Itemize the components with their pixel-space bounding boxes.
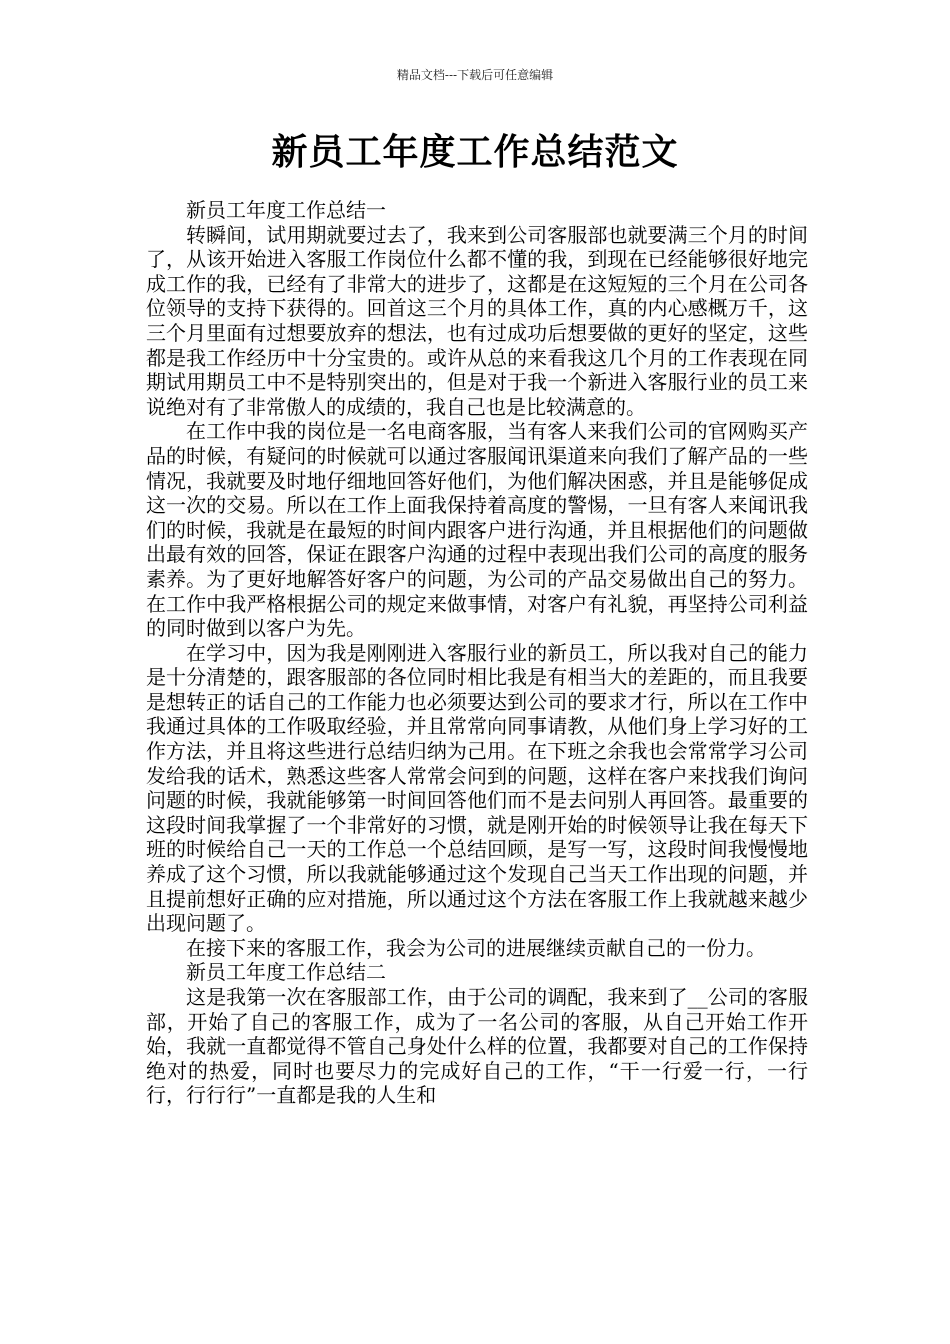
section-heading-2: 新员工年度工作总结二 xyxy=(186,960,386,985)
section-heading-1: 新员工年度工作总结一 xyxy=(186,198,386,222)
document-body xyxy=(146,198,808,1108)
body-paragraph: 在工作中我的岗位是一名电商客服，当有客人来我们公司的官网购买产品的时候，有疑问的时候就可以通过客服闻讯渠道来向我们了解产品的一些情况，我就要及时地仔细地回答好他们，为他们解决困惑，并且是能够促成这一次的交易。所以在工作上面我保持着高度的警惕，一旦有客人来闻讯我们的时候，我就是在最短的时间内跟客户进行沟通，并且根据他们的问题做出最有效的回答，保证在跟客户沟通的过程中表现出我们公司的高度的服务素养。为了更好地解答好客户的问题，为公司的产品交易做出自己的努力。在工作中我严格根据公司的规定来做事情，对客户有礼貌，再坚持公司利益的同时做到以客户为先。 xyxy=(146,419,808,641)
body-paragraph: 转瞬间，试用期就要过去了，我来到公司客服部也就要满三个月的时间了，从该开始进入客服工作岗位什么都不懂的我，到现在已经能够很好地完成工作的我，已经有了非常大的进步了，这都是在这短短的三个月在公司各位领导的支持下获得的。回首这三个月的具体工作，真的内心感概万千，这三个月里面有过想要放弃的想法，也有过成功后想要做的更好的坚定，这些都是我工作经历中十分宝贵的。或许从总的来看我这几个月的工作表现在同期试用期员工中不是特别突出的，但是对于我一个新进入客服行业的员工来说绝对有了非常傲人的成绩的，我自己也是比较满意的。 xyxy=(146,222,808,419)
document-title: 新员工年度工作总结范文 xyxy=(271,132,679,173)
body-paragraph: 在接下来的客服工作，我会为公司的进展继续贡献自己的一份力。 xyxy=(186,935,766,960)
body-paragraph: 在学习中，因为我是刚刚进入客服行业的新员工，所以我对自己的能力是十分清楚的，跟客服部的各位同时相比我是有相当大的差距的，而且我要是想转正的话自己的工作能力也必须要达到公司的要求才行，所以在工作中我通过具体的工作吸取经验，并且常常向同事请教，从他们身上学习好的工作方法，并且将这些进行总结归纳为己用。在下班之余我也会常常学习公司发给我的话术，熟悉这些客人常常会问到的问题，这样在客户来找我们询问问题的时候，我就能够第一时间回答他们而不是去问别人再回答。最重要的这段时间我掌握了一个非常好的习惯，就是刚开始的时候领导让我在每天下班的时候给自己一天的工作总一个总结回顾，是写一写，这段时间我慢慢地养成了这个习惯，所以我就能够通过这个发现自己当天工作出现的问题，并且提前想好正确的应对措施，所以通过这个方法在客服工作上我就越来越少出现问题了。 xyxy=(146,640,808,936)
page-header-note: 精品文档---下载后可任意编辑 xyxy=(396,68,554,82)
body-paragraph: 这是我第一次在客服部工作，由于公司的调配，我来到了__公司的客服部，开始了自己的客服工作，成为了一名公司的客服，从自己开始工作开始，我就一直都觉得不管自己身处什么样的位置，我都要对自己的工作保持绝对的热爱，同时也要尽力的完成好自己的工作，“干一行爱一行，一行行，行行行”一直都是我的人生和 xyxy=(146,985,808,1108)
